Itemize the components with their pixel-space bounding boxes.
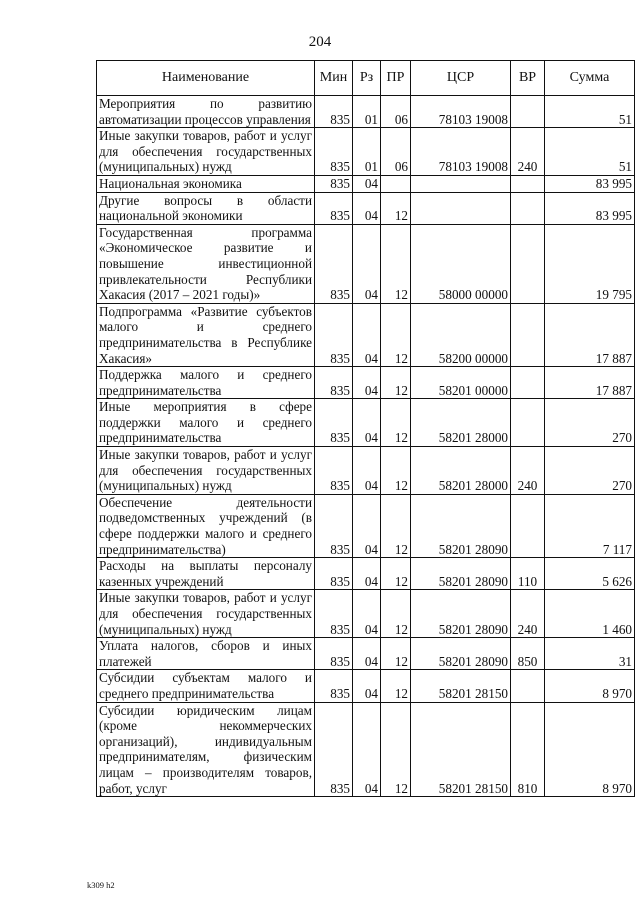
table-row: [97, 494, 635, 557]
table-header-row: [97, 61, 635, 96]
cell-name: Государственная программа «Экономическое развитие и повышение инвестиционной привлекательности Республики Хакасия (2017 – 2021 годы)»: [97, 224, 315, 303]
cell-min: 835: [315, 638, 353, 670]
cell-sum: 8 970: [545, 702, 635, 797]
cell-name: Иные закупки товаров, работ и услуг для обеспечения государственных (муниципальных) нужд: [97, 128, 315, 176]
cell-vr: [511, 367, 545, 399]
cell-min: 835: [315, 224, 353, 303]
cell-vr: [511, 670, 545, 702]
cell-pr: 12: [381, 367, 411, 399]
cell-min: 835: [315, 192, 353, 224]
cell-pr: 12: [381, 638, 411, 670]
cell-rz: 04: [353, 670, 381, 702]
cell-rz: 04: [353, 175, 381, 192]
cell-sum: 17 887: [545, 303, 635, 366]
table-row: [97, 590, 635, 638]
cell-name: Подпрограмма «Развитие субъектов малого и среднего предпринимательства в Республике Хакасия»: [97, 303, 315, 366]
cell-name: Субсидии юридическим лицам (кроме некоммерческих организаций), индивидуальным предпринимателям, физическим лицам – производителям товаров, работ, услуг: [97, 702, 315, 797]
cell-vr: [511, 303, 545, 366]
cell-min: 835: [315, 96, 353, 128]
cell-name: Иные мероприятия в сфере поддержки малого и среднего предпринимательства: [97, 399, 315, 447]
cell-min: 835: [315, 702, 353, 797]
table-row: [97, 175, 635, 192]
cell-pr: 12: [381, 303, 411, 366]
cell-vr: [511, 399, 545, 447]
table-row: [97, 702, 635, 797]
cell-rz: 01: [353, 96, 381, 128]
cell-min: 835: [315, 447, 353, 495]
cell-min: 835: [315, 367, 353, 399]
cell-csr: 78103 19008: [411, 128, 511, 176]
cell-vr: 110: [511, 558, 545, 590]
cell-rz: 04: [353, 558, 381, 590]
cell-csr: [411, 175, 511, 192]
header-vr: ВР: [511, 61, 545, 96]
cell-vr: [511, 224, 545, 303]
cell-pr: 12: [381, 192, 411, 224]
cell-sum: 7 117: [545, 494, 635, 557]
table-body: [97, 96, 635, 797]
header-name: Наименование: [97, 61, 315, 96]
cell-pr: 06: [381, 128, 411, 176]
cell-pr: 12: [381, 590, 411, 638]
cell-csr: 58201 28150: [411, 702, 511, 797]
table-row: [97, 670, 635, 702]
table-row: [97, 192, 635, 224]
table-row: [97, 447, 635, 495]
cell-sum: 270: [545, 447, 635, 495]
cell-sum: 51: [545, 96, 635, 128]
cell-name: Иные закупки товаров, работ и услуг для обеспечения государственных (муниципальных) нужд: [97, 447, 315, 495]
cell-name: Обеспечение деятельности подведомственных учреждений (в сфере поддержки малого и среднего предпринимательства): [97, 494, 315, 557]
cell-csr: 58201 28090: [411, 494, 511, 557]
cell-vr: 850: [511, 638, 545, 670]
cell-sum: 5 626: [545, 558, 635, 590]
cell-pr: 12: [381, 447, 411, 495]
cell-pr: 12: [381, 670, 411, 702]
cell-rz: 04: [353, 447, 381, 495]
header-pr: ПР: [381, 61, 411, 96]
cell-sum: 270: [545, 399, 635, 447]
header-rz: Рз: [353, 61, 381, 96]
table-row: [97, 96, 635, 128]
cell-name: Национальная экономика: [97, 175, 315, 192]
cell-sum: 8 970: [545, 670, 635, 702]
table-row: [97, 128, 635, 176]
cell-name: Субсидии субъектам малого и среднего предпринимательства: [97, 670, 315, 702]
table-row: [97, 303, 635, 366]
page-number: 204: [308, 34, 332, 50]
cell-rz: 04: [353, 638, 381, 670]
cell-sum: 17 887: [545, 367, 635, 399]
cell-min: 835: [315, 303, 353, 366]
cell-rz: 04: [353, 590, 381, 638]
cell-csr: 58200 00000: [411, 303, 511, 366]
cell-min: 835: [315, 590, 353, 638]
cell-rz: 04: [353, 494, 381, 557]
header-csr: ЦСР: [411, 61, 511, 96]
cell-sum: 1 460: [545, 590, 635, 638]
cell-min: 835: [315, 558, 353, 590]
budget-table: [96, 60, 635, 797]
cell-pr: 12: [381, 224, 411, 303]
cell-csr: 58201 28090: [411, 558, 511, 590]
cell-csr: 58201 28000: [411, 447, 511, 495]
cell-pr: 12: [381, 494, 411, 557]
cell-name: Другие вопросы в области национальной экономики: [97, 192, 315, 224]
cell-vr: [511, 175, 545, 192]
cell-min: 835: [315, 175, 353, 192]
cell-rz: 04: [353, 303, 381, 366]
cell-sum: 19 795: [545, 224, 635, 303]
cell-sum: 83 995: [545, 192, 635, 224]
cell-vr: [511, 96, 545, 128]
cell-min: 835: [315, 399, 353, 447]
cell-name: Уплата налогов, сборов и иных платежей: [97, 638, 315, 670]
cell-pr: 12: [381, 558, 411, 590]
header-sum: Сумма: [545, 61, 635, 96]
cell-sum: 31: [545, 638, 635, 670]
cell-vr: [511, 494, 545, 557]
cell-csr: 58201 28150: [411, 670, 511, 702]
cell-vr: 240: [511, 128, 545, 176]
cell-csr: 58000 00000: [411, 224, 511, 303]
cell-pr: 12: [381, 702, 411, 797]
cell-min: 835: [315, 494, 353, 557]
cell-sum: 83 995: [545, 175, 635, 192]
header-min: Мин: [315, 61, 353, 96]
cell-pr: 06: [381, 96, 411, 128]
cell-name: Расходы на выплаты персоналу казенных учреждений: [97, 558, 315, 590]
cell-name: Иные закупки товаров, работ и услуг для обеспечения государственных (муниципальных) нужд: [97, 590, 315, 638]
cell-rz: 04: [353, 702, 381, 797]
cell-pr: [381, 175, 411, 192]
table-row: [97, 367, 635, 399]
cell-rz: 04: [353, 192, 381, 224]
cell-rz: 01: [353, 128, 381, 176]
cell-sum: 51: [545, 128, 635, 176]
cell-csr: 78103 19008: [411, 96, 511, 128]
cell-vr: [511, 192, 545, 224]
cell-pr: 12: [381, 399, 411, 447]
cell-vr: 240: [511, 590, 545, 638]
cell-csr: 58201 28090: [411, 590, 511, 638]
table-row: [97, 399, 635, 447]
cell-vr: 240: [511, 447, 545, 495]
cell-rz: 04: [353, 399, 381, 447]
cell-min: 835: [315, 670, 353, 702]
table-row: [97, 558, 635, 590]
table-row: [97, 224, 635, 303]
footer-code: k309 h2: [87, 880, 115, 890]
cell-rz: 04: [353, 367, 381, 399]
cell-vr: 810: [511, 702, 545, 797]
cell-csr: 58201 00000: [411, 367, 511, 399]
cell-csr: 58201 28090: [411, 638, 511, 670]
cell-name: Мероприятия по развитию автоматизации процессов управления: [97, 96, 315, 128]
cell-csr: 58201 28000: [411, 399, 511, 447]
cell-rz: 04: [353, 224, 381, 303]
table-row: [97, 638, 635, 670]
cell-min: 835: [315, 128, 353, 176]
cell-csr: [411, 192, 511, 224]
cell-name: Поддержка малого и среднего предпринимательства: [97, 367, 315, 399]
